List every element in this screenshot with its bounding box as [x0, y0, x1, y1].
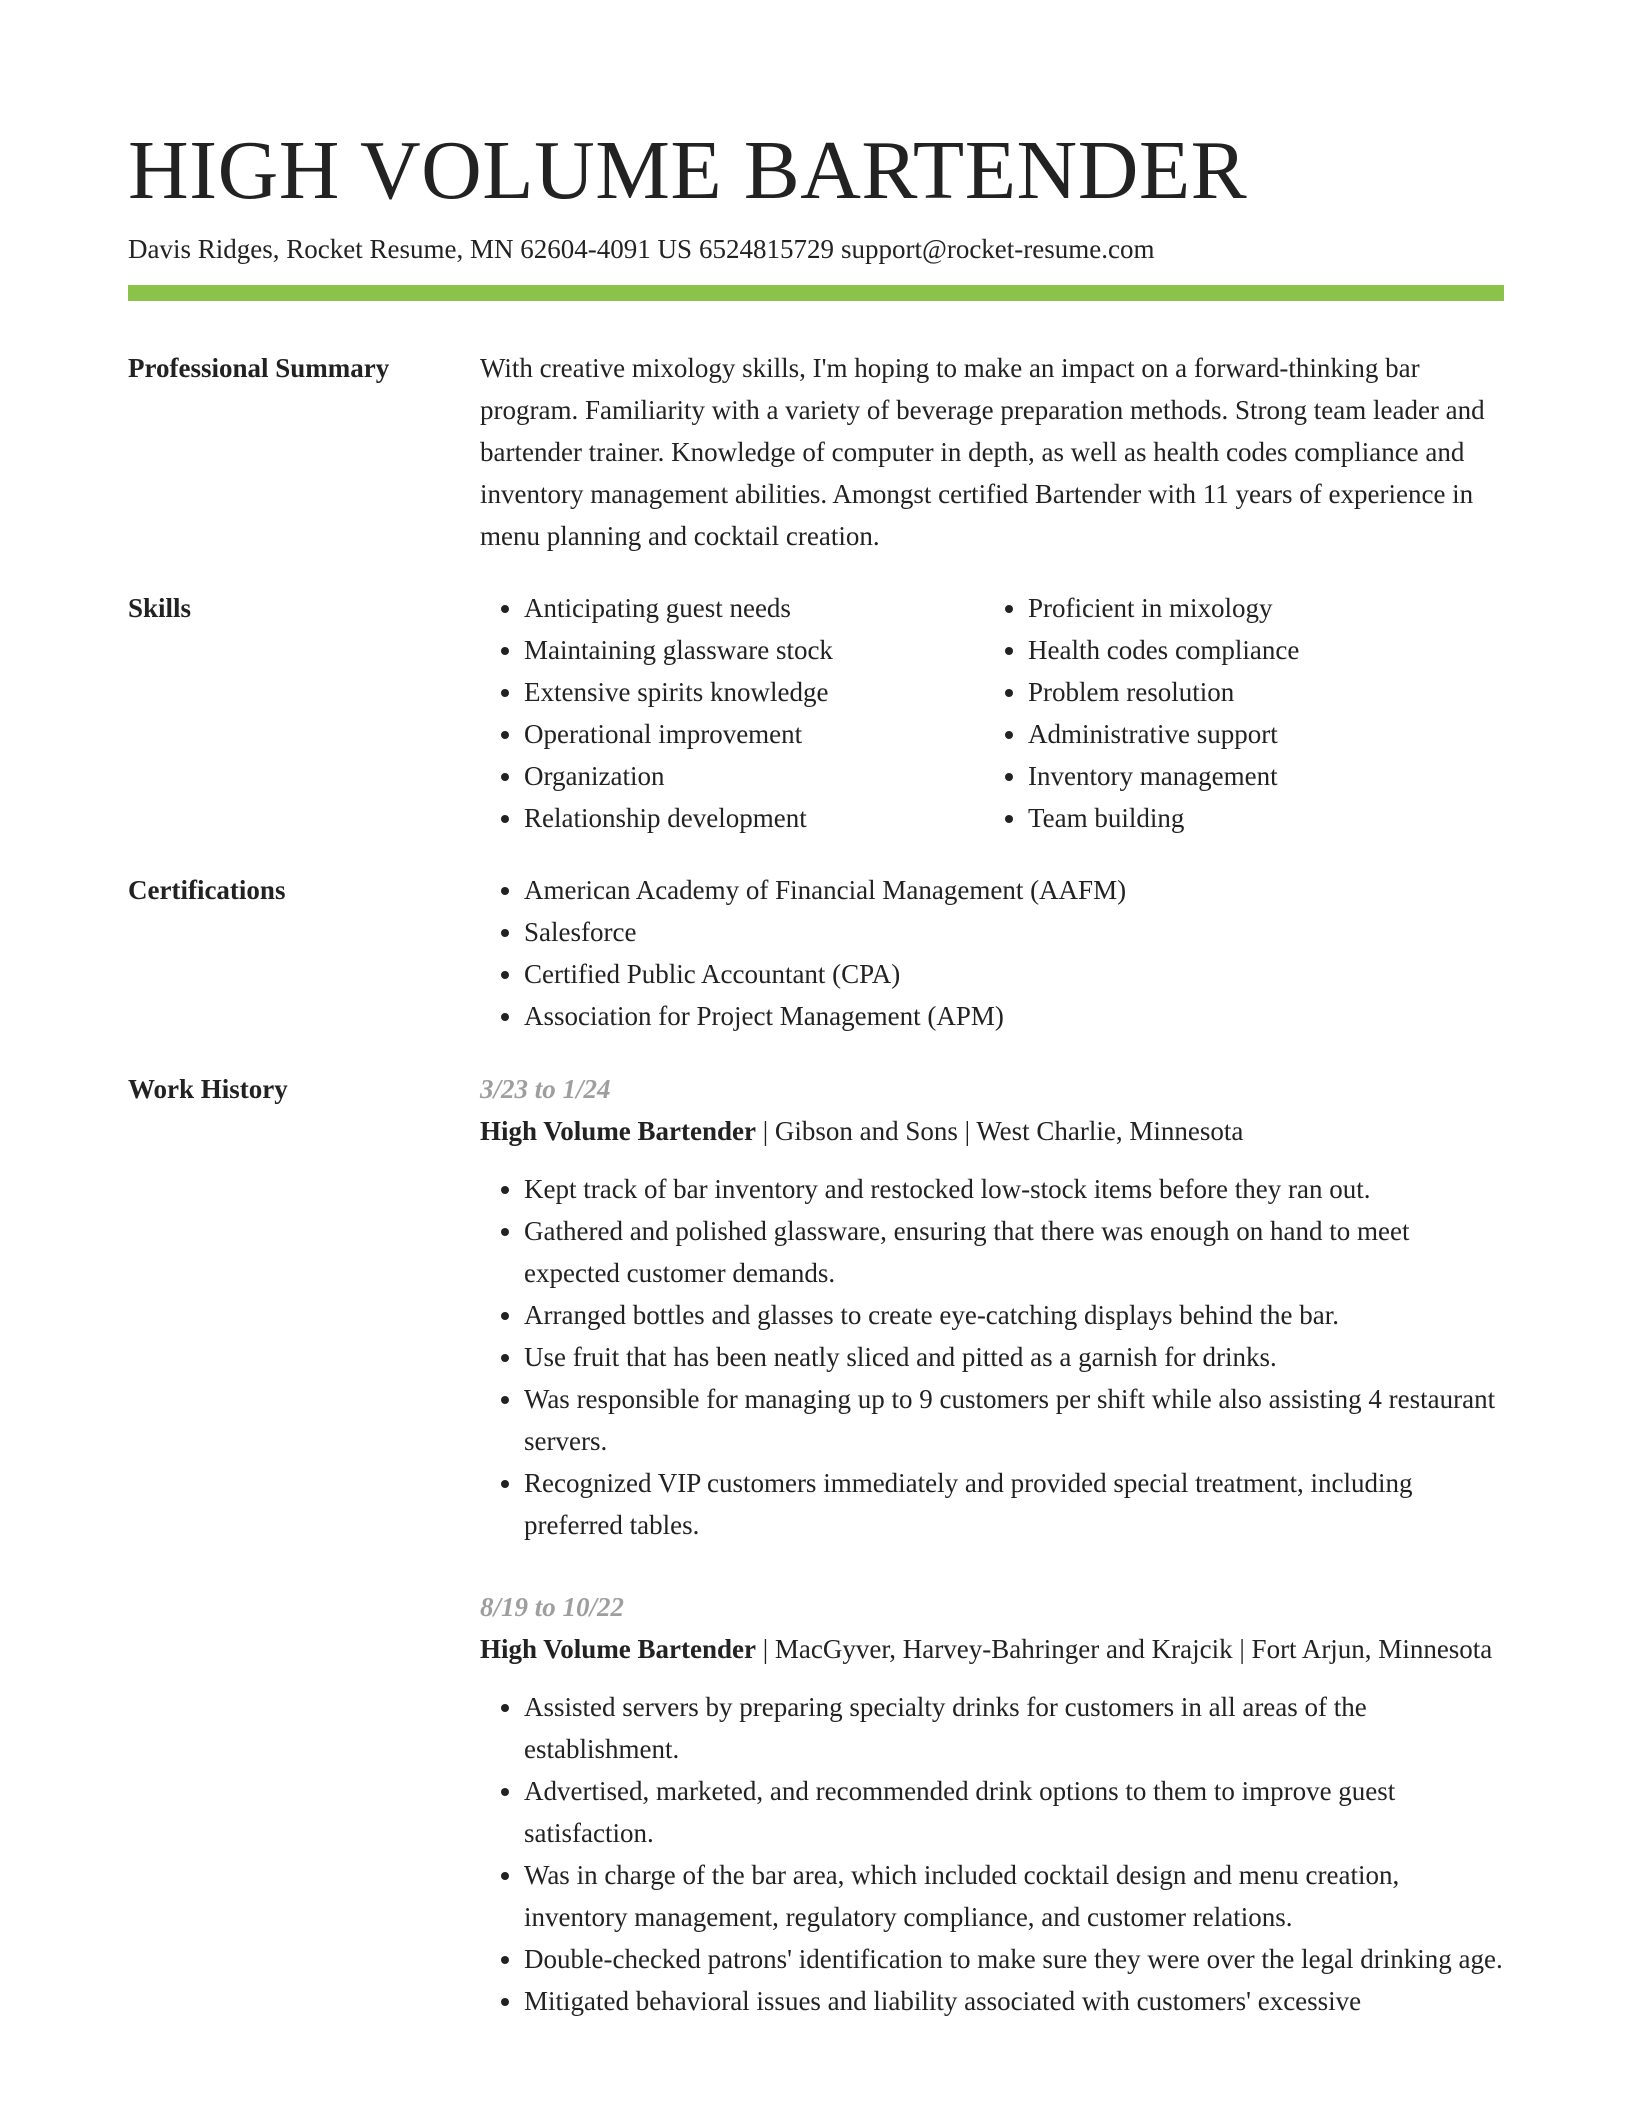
- job-employer-location: | MacGyver, Harvey-Bahringer and Krajcik | Fort Arjun, Minnesota: [756, 1634, 1493, 1664]
- job-entry: [480, 1586, 1504, 2022]
- summary-body: [480, 347, 1504, 557]
- certification-item: • American Academy of Financial Management (AAFM): [524, 869, 1504, 911]
- skill-item: • Proficient in mixology: [1028, 587, 1488, 629]
- accent-divider: [128, 285, 1504, 301]
- skill-item: • Maintaining glassware stock: [524, 629, 984, 671]
- certifications-heading: Certifications: [128, 875, 286, 905]
- contact-address: Davis Ridges, Rocket Resume, MN 62604-4091 US: [128, 234, 692, 264]
- resume-title: HIGH VOLUME BARTENDER: [128, 124, 1248, 217]
- skill-item: • Inventory management: [1028, 755, 1488, 797]
- skills-list-left: [480, 587, 984, 839]
- job-entry: [480, 1068, 1504, 1546]
- job-dates: 3/23 to 1/24: [480, 1074, 611, 1104]
- job-duty-item: • Use fruit that has been neatly sliced and pitted as a garnish for drinks.: [524, 1336, 1504, 1378]
- job-duty-item: • Double-checked patrons' identification to make sure they were over the legal drinking age.: [524, 1938, 1504, 1980]
- certifications-body: [480, 869, 1504, 1037]
- contact-email[interactable]: support@rocket-resume.com: [840, 234, 1155, 264]
- work-history-body: [480, 1068, 1504, 2022]
- work-history-heading: Work History: [128, 1074, 288, 1104]
- skill-item: • Anticipating guest needs: [524, 587, 984, 629]
- skill-item: • Health codes compliance: [1028, 629, 1488, 671]
- job-title: High Volume Bartender: [480, 1116, 757, 1146]
- job-duty-item: • Recognized VIP customers immediately and provided special treatment, including preferred tables.: [524, 1462, 1504, 1546]
- summary-text: With creative mixology skills, I'm hoping to make an impact on a forward-thinking bar program. Familiarity with a variety of beverage preparation methods. Strong team leader and bartender trainer. Knowledge of computer in depth, as well as health codes compliance and inventory management abilities. Amongst certified Bartender with 11 years of experience in menu planning and cocktail creation.: [480, 353, 1485, 551]
- certification-item: • Certified Public Accountant (CPA): [524, 953, 1504, 995]
- contact-line: [128, 230, 1155, 268]
- skills-column-right: [984, 587, 1488, 839]
- skill-item: • Team building: [1028, 797, 1488, 839]
- contact-phone: 6524815729: [698, 234, 834, 264]
- job-duty-item: • Advertised, marketed, and recommended drink options to them to improve guest satisfaction.: [524, 1770, 1504, 1854]
- skill-item: • Relationship development: [524, 797, 984, 839]
- skill-item: • Operational improvement: [524, 713, 984, 755]
- skill-item: • Administrative support: [1028, 713, 1488, 755]
- job-heading: [480, 1110, 1504, 1152]
- certifications-list: [480, 869, 1504, 1037]
- skill-item: • Problem resolution: [1028, 671, 1488, 713]
- job-duty-item: • Was in charge of the bar area, which included cocktail design and menu creation, inventory management, regulatory compliance, and customer relations.: [524, 1854, 1504, 1938]
- skills-heading: Skills: [128, 593, 192, 623]
- job-duties-list: [480, 1168, 1504, 1546]
- skills-body: [480, 587, 1504, 839]
- job-duty-item: • Was responsible for managing up to 9 customers per shift while also assisting 4 restaurant servers.: [524, 1378, 1504, 1462]
- job-heading: [480, 1628, 1504, 1670]
- job-employer-location: | Gibson and Sons | West Charlie, Minnesota: [756, 1116, 1244, 1146]
- certification-item: • Association for Project Management (APM): [524, 995, 1504, 1037]
- skills-list-right: [984, 587, 1488, 839]
- job-duty-item: • Arranged bottles and glasses to create eye-catching displays behind the bar.: [524, 1294, 1504, 1336]
- job-duty-item: • Assisted servers by preparing specialty drinks for customers in all areas of the establishment.: [524, 1686, 1504, 1770]
- certification-item: • Salesforce: [524, 911, 1504, 953]
- job-duty-item: • Kept track of bar inventory and restocked low-stock items before they ran out.: [524, 1168, 1504, 1210]
- skills-column-left: [480, 587, 984, 839]
- job-duty-item: • Gathered and polished glassware, ensuring that there was enough on hand to meet expected customer demands.: [524, 1210, 1504, 1294]
- job-duties-list: [480, 1686, 1504, 2022]
- job-dates: 8/19 to 10/22: [480, 1592, 625, 1622]
- job-title: High Volume Bartender: [480, 1634, 757, 1664]
- summary-heading: Professional Summary: [128, 353, 390, 383]
- skill-item: • Extensive spirits knowledge: [524, 671, 984, 713]
- skill-item: • Organization: [524, 755, 984, 797]
- job-duty-item: • Mitigated behavioral issues and liability associated with customers' excessive: [524, 1980, 1504, 2022]
- skills-columns: [480, 587, 1504, 839]
